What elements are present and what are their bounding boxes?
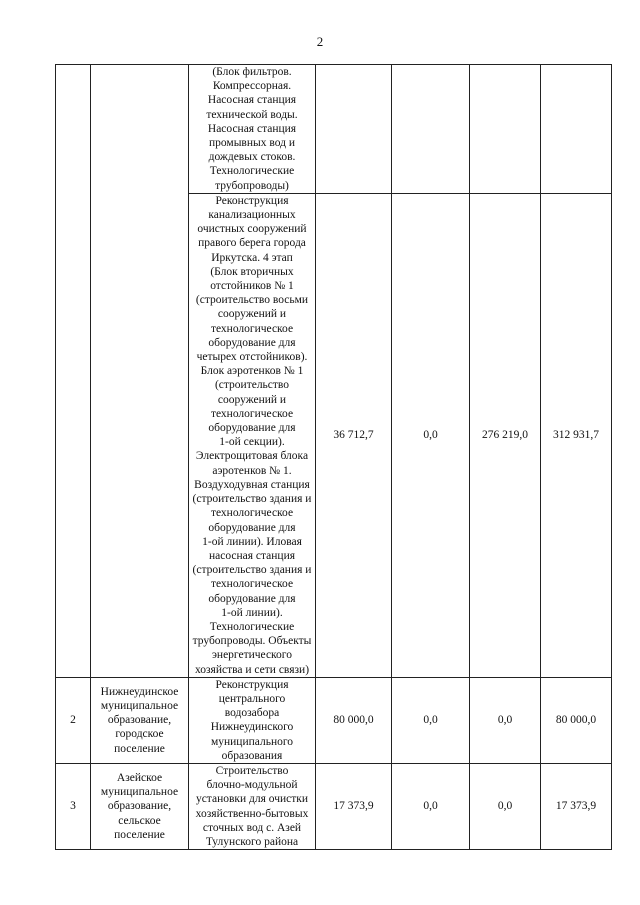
amount-cell: 0,0 xyxy=(470,763,541,849)
funding-table xyxy=(55,64,612,850)
project-description-cell: Реконструкция канализационных очистных сооружений правого берега города Иркутска. 4 этап (Блок вторичных отстойников № 1 (строительство восьми сооружений и технологическое оборудование для четырех отстойников). Блок аэротенков № 1 (строительство сооружений и технологическое оборудование для 1-ой секции). Электрощитовая блока аэротенков № 1. Воздуходувная станция (строительство здания и технологическое оборудование для 1-ой линии). Иловая насосная станция (строительство здания и технологическое оборудование для 1-ой линии). Технологические трубопроводы. Объекты энергетического хозяйства и сети связи) xyxy=(189,193,316,677)
amount-cell: 0,0 xyxy=(392,677,470,763)
municipality-cell xyxy=(91,65,189,678)
table-row xyxy=(56,763,612,849)
project-description-cell: Строительство блочно-модульной установки для очистки хозяйственно-бытовых сточных вод с. Азей Тулунского района xyxy=(189,763,316,849)
amount-cell xyxy=(470,65,541,194)
total-cell: 17 373,9 xyxy=(541,763,612,849)
amount-cell: 17 373,9 xyxy=(316,763,392,849)
amount-cell: 0,0 xyxy=(392,763,470,849)
total-cell xyxy=(541,65,612,194)
amount-cell: 0,0 xyxy=(470,677,541,763)
municipality-cell: Азейское муниципальное образование, сельское поселение xyxy=(91,763,189,849)
amount-cell: 36 712,7 xyxy=(316,193,392,677)
project-description-cell: (Блок фильтров. Компрессорная. Насосная станция технической воды. Насосная станция промывных вод и дождевых стоков. Технологические трубопроводы) xyxy=(189,65,316,194)
amount-cell: 276 219,0 xyxy=(470,193,541,677)
row-number-cell: 2 xyxy=(56,677,91,763)
municipality-cell: Нижнеудинское муниципальное образование, городское поселение xyxy=(91,677,189,763)
table-row xyxy=(56,65,612,194)
total-cell: 312 931,7 xyxy=(541,193,612,677)
amount-cell xyxy=(392,65,470,194)
row-number-cell xyxy=(56,65,91,678)
table-row xyxy=(56,677,612,763)
row-number-cell: 3 xyxy=(56,763,91,849)
page-number: 2 xyxy=(316,34,324,49)
total-cell: 80 000,0 xyxy=(541,677,612,763)
amount-cell xyxy=(316,65,392,194)
amount-cell: 0,0 xyxy=(392,193,470,677)
project-description-cell: Реконструкция центрального водозабора Нижнеудинского муниципального образования xyxy=(189,677,316,763)
amount-cell: 80 000,0 xyxy=(316,677,392,763)
